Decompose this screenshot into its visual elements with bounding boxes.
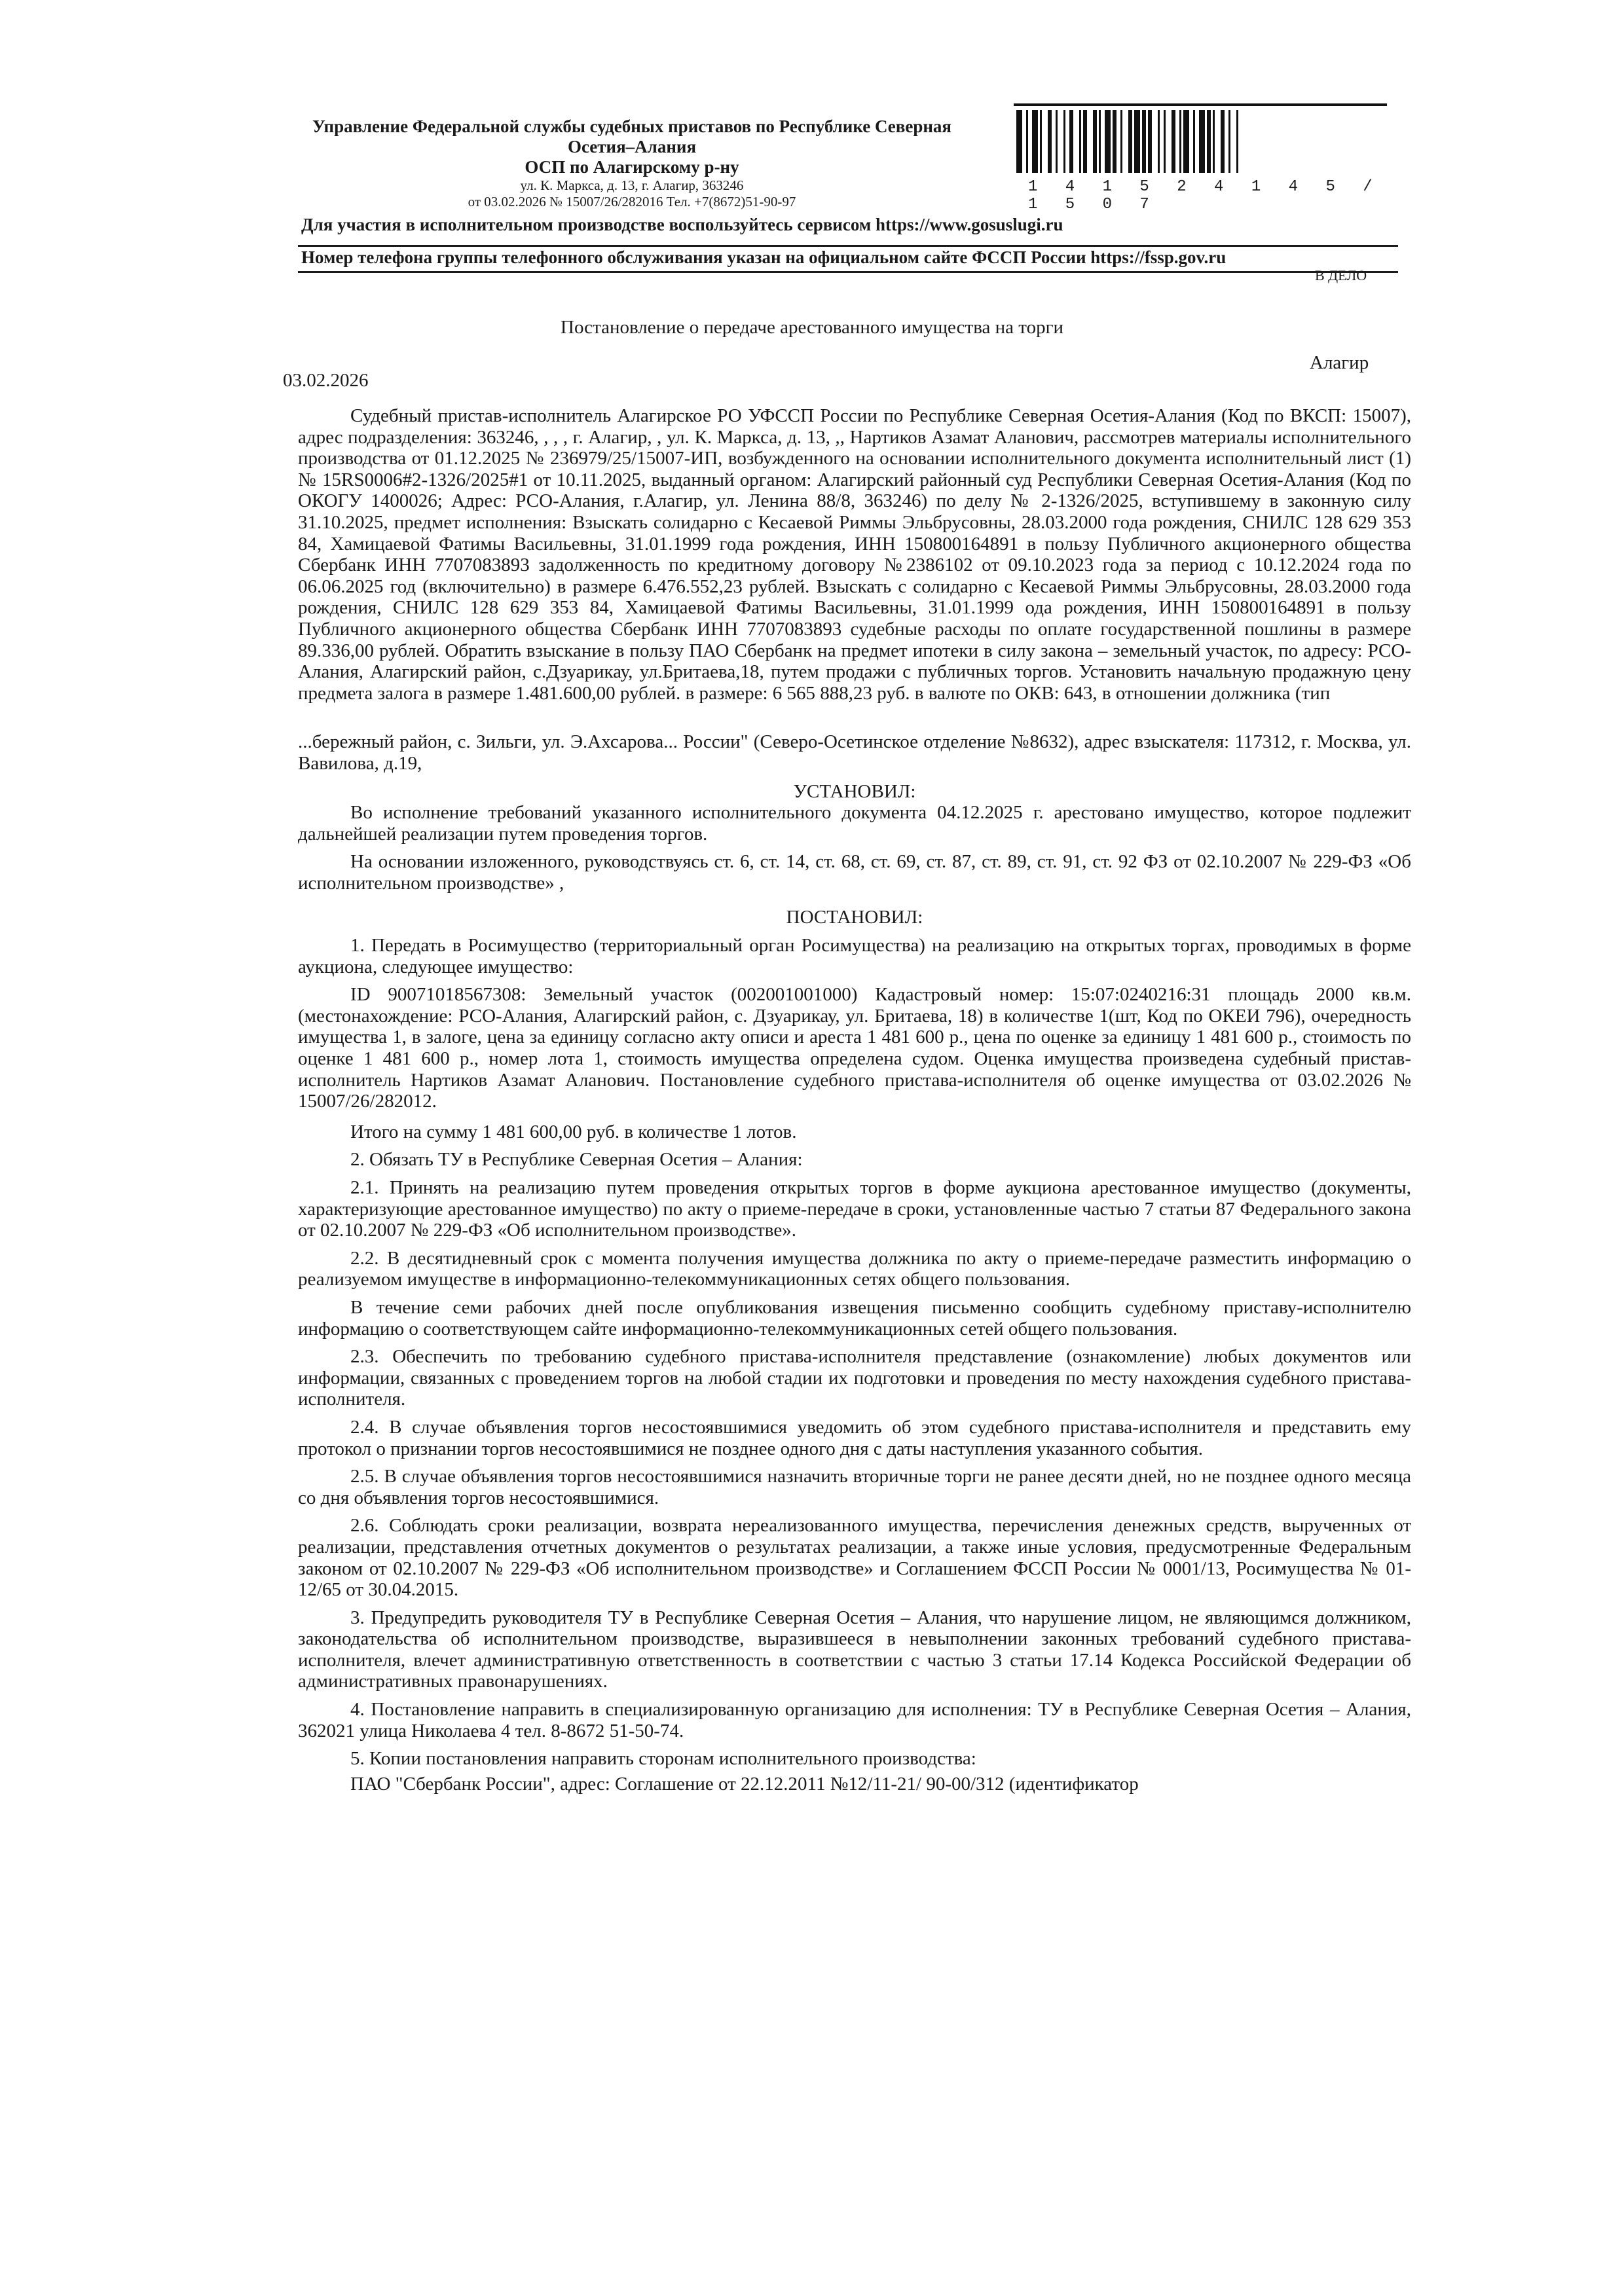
document-title: Постановление о передаче арестованного имущества на торги	[561, 317, 1063, 338]
clause-2-5: 2.5. В случае объявления торгов несостоявшимися назначить вторичные торги не ранее десяти дней, но не позднее одного месяца со дня объявления торгов несостоявшимися.	[298, 1466, 1411, 1508]
barcode-bar	[1134, 110, 1140, 173]
document-body	[298, 396, 1411, 1795]
clause-5: 5. Копии постановления направить сторонам исполнительного производства:	[350, 1748, 976, 1770]
barcode-bar	[1056, 110, 1058, 173]
barcode-bar	[1032, 110, 1038, 173]
barcode-bar	[1213, 110, 1215, 173]
barcode-bar	[1183, 110, 1189, 173]
org-line-2: Осетия–Алания	[567, 137, 697, 156]
barcode-bar	[1142, 110, 1146, 173]
ustanovil-paragraph-2: На основании изложенного, руководствуясь ст. 6, ст. 14, ст. 68, ст. 69, ст. 87, ст. 89, ст. 91, ст. 92 ФЗ от 02.10.2007 № 229-ФЗ «Об исполнительном производстве» ,	[298, 851, 1411, 894]
barcode-bar	[1207, 110, 1211, 173]
clause-2: 2. Обязать ТУ в Республике Северная Осетия – Алания:	[350, 1149, 803, 1171]
org-line-1: Управление Федеральной службы судебных приставов по Республике Северная	[312, 117, 952, 136]
ustanovil-heading: УСТАНОВИЛ:	[793, 780, 916, 802]
barcode-number: 1 4 1 5 2 4 1 4 5 / 1 5 0 7	[1028, 178, 1382, 213]
clause-2-2-b: В течение семи рабочих дней после опубликования извещения письменно сообщить судебному приставу-исполнителю информацию о соответствующем сайте информационно-телекоммуникационных сетей общего пользования.	[298, 1296, 1411, 1339]
barcode-bar	[1172, 110, 1175, 173]
barcode-bar	[1105, 110, 1111, 173]
barcode-bar	[1026, 110, 1028, 173]
clause-2-2: 2.2. В десятидневный срок с момента получения имущества должника по акту о приеме-передаче разместить информацию о реализуемом имуществе в информационно-телекоммуникационных сетях общего пользования.	[298, 1247, 1411, 1290]
barcode-bar	[1120, 110, 1122, 173]
barcode-bar	[1040, 110, 1042, 173]
barcode-bar	[1113, 110, 1116, 173]
clause-2-3: 2.3. Обеспечить по требованию судебного пристава-исполнителя представление (ознакомление) любых документов или информации, связанных с проведением торгов на любой стадии их подготовки и проведения по месту нахождения судебного пристава-исполнителя.	[298, 1346, 1411, 1410]
barcode-bar	[1164, 110, 1166, 173]
barcode-bar	[1179, 110, 1181, 173]
reference-line: от 03.02.2026 № 15007/26/282016 Тел. +7(8672)51-90-97	[468, 194, 796, 210]
intro-paragraph-tail: ...бережный район, с. Зильги, ул. Э.Ахсарова... России" (Северо-Осетинское отделение №8632), адрес взыскателя: 117312, г. Москва, ул. Вавилова, д.19,	[298, 731, 1411, 774]
barcode-bar	[1063, 110, 1065, 173]
gosuslugi-notice: Для участия в исполнительном производстве воспользуйтесь сервисом https://www.gosuslugi.ru	[301, 215, 1063, 234]
clause-1-total: Итого на сумму 1 481 600,00 руб. в количестве 1 лотов.	[350, 1121, 797, 1142]
barcode-bar	[1158, 110, 1160, 173]
barcode-bar	[1236, 110, 1238, 173]
barcode-bar	[1221, 110, 1225, 173]
barcode-bar	[1069, 110, 1073, 173]
v-delo-label: В ДЕЛО	[1315, 267, 1367, 283]
header-rule-2	[298, 271, 1398, 273]
clause-1: 1. Передать в Росимущество (территориальный орган Росимущества) на реализацию на открытых торгах, проводимых в форме аукциона, следующее имущество:	[298, 935, 1411, 977]
barcode-bar	[1048, 110, 1052, 173]
department: ОСП по Алагирскому р-ну	[525, 157, 739, 177]
city: Алагир	[1310, 352, 1369, 373]
clause-3: 3. Предупредить руководителя ТУ в Республике Северная Осетия – Алания, что нарушение лицом, не являющимся должником, законодательства об исполнительном производстве, выразившееся в невыполнении законных требований судебного пристава-исполнителя, влечет административную ответственность в соответствии с частью 3 статьи 17.14 Кодекса Российской Федерации об административных правонарушениях.	[298, 1607, 1411, 1692]
header-rule-1	[298, 245, 1398, 247]
department-address: ул. К. Маркса, д. 13, г. Алагир, 363246	[520, 177, 744, 193]
clause-2-6: 2.6. Соблюдать сроки реализации, возврата нереализованного имущества, перечисления денежных средств, вырученных от реализации, представления отчетных документов о результатах реализации, а также иные условия, предусмотренные Федеральным законом от 02.10.2007 № 229-ФЗ «Об исполнительном производстве» и Соглашением ФССП России № 0001/13, Росимущества № 01-12/65 от 30.04.2015.	[298, 1515, 1411, 1601]
clause-1-item: ID 90071018567308: Земельный участок (002001001000) Кадастровый номер: 15:07:0240216:31 площадь 2000 кв.м. (местонахождение: РСО-Алания, Алагирский район, с. Дзуарикау, ул. Бритаева, 18) в количестве 1(шт, Код по ОКЕИ 796), очередность имущества 1, в залоге, цена за единицу согласно акту описи и ареста 1 481 600 р., цена по оценке за единицу 1 481 600 р., стоимость по оценке 1 481 600 р., номер лота 1, стоимость имущества определена судом. Оценка имущества произведена судебный пристав-исполнитель Нартиков Азамат Аланович. Постановление судебного пристава-исполнителя об оценке имущества от 03.02.2026 № 15007/26/282012.	[298, 984, 1411, 1112]
phone-notice: Номер телефона группы телефонного обслуживания указан на официальном сайте ФССП России https://fssp.gov.ru	[301, 247, 1227, 267]
intro-paragraph: Судебный пристав-исполнитель Алагирское РО УФССП России по Республике Северная Осетия-Алания (Код по ВКСП: 15007), адрес подразделения: 363246, , , , г. Алагир, , ул. К. Маркса, д. 13, ,, Нартиков Азамат Аланович, рассмотрев материалы исполнительного производства от 01.12.2025 № 236979/25/15007-ИП, возбужденного на основании исполнительного документа исполнительный лист (1) № 15RS0006#2-1326/2025#1 от 10.11.2025, выданный органом: Алагирский районный суд Республики Северная Осетия-Алания (Код по ОКОГУ 1400026; Адрес: РСО-Алания, г.Алагир, ул. Ленина 88/8, 363246) по делу № 2-1326/2025, вступившему в законную силу 31.10.2025, предмет исполнения: Взыскать солидарно с Кесаевой Риммы Эльбрусовны, 28.03.2000 года рождения, СНИЛС 128 629 353 84, Хамицаевой Фатимы Васильевны, 31.01.1999 года рождения, ИНН 150800164891 в пользу Публичного акционерного общества Сбербанк ИНН 7707083893 задолженность по кредитному договору №2386102 от 09.10.2023 года за период с 10.12.2024 года по 06.06.2025 год (включительно) в размере 6.476.552,23 рублей. Взыскать с солидарно с Кесаевой Риммы Эльбрусовны, 28.03.2000 года рождения, СНИЛС 128 629 353 84, Хамицаевой Фатимы Васильевны, 31.01.1999 ода рождения, ИНН 150800164891 в пользу Публичного акционерного общества Сбербанк ИНН 7707083893 судебные расходы по оплате государственной пошлины в размере 89.336,00 рублей. Обратить взыскание в пользу ПАО Сбербанк на предмет ипотеки в силу закона – земельный участок, по адресу: РСО-Алания, Алагирский район, с.Дзуарикау, ул.Бритаева,18, путем продажи с публичных торгов. Установить начальную продажную цену предмета залога в размере 1.481.600,00 рублей. в размере: 6 565 888,23 руб. в валюте по ОКВ: 643, в отношении должника (тип	[298, 405, 1411, 704]
barcode-bar	[1016, 110, 1022, 173]
ustanovil-paragraph-1: Во исполнение требований указанного исполнительного документа 04.12.2025 г. арестовано имущество, которое подлежит дальнейшей реализации путем проведения торгов.	[298, 802, 1411, 845]
barcode-bar	[1228, 110, 1230, 173]
barcode-bar	[1128, 110, 1132, 173]
header-block	[262, 117, 1002, 210]
barcode-image	[1014, 103, 1387, 175]
barcode-bar	[1148, 110, 1152, 173]
redacted-area	[298, 708, 1411, 731]
document-date: 03.02.2026	[283, 370, 369, 391]
barcode-bar	[1083, 110, 1087, 173]
clause-2-1: 2.1. Принять на реализацию путем проведения открытых торгов в форме аукциона арестованное имущество (документы, характеризующие арестованное имущество) по акту о приеме-передаче в сроки, установленные частью 7 статьи 87 Федерального закона от 02.10.2007 № 229-ФЗ «Об исполнительном производстве».	[298, 1177, 1411, 1241]
barcode-bar	[1093, 110, 1097, 173]
barcode-bar	[1193, 110, 1195, 173]
clause-2-4: 2.4. В случае объявления торгов несостоявшимися уведомить об этом судебного пристава-исполнителя и представить ему протокол о признании торгов несостоявшимися не позднее одного дня с даты наступления указанного события.	[298, 1416, 1411, 1459]
postanovil-heading: ПОСТАНОВИЛ:	[786, 907, 923, 928]
clause-5-item: ПАО "Сбербанк России", адрес: Соглашение от 22.12.2011 №12/11-21/ 90-00/312 (идентификатор	[350, 1773, 1139, 1795]
barcode-bar	[1199, 110, 1205, 173]
barcode-bar	[1099, 110, 1101, 173]
barcode-bar	[1079, 110, 1081, 173]
clause-4: 4. Постановление направить в специализированную организацию для исполнения: ТУ в Республике Северная Осетия – Алания, 362021 улица Николаева 4 тел. 8-8672 51-50-74.	[298, 1699, 1411, 1741]
